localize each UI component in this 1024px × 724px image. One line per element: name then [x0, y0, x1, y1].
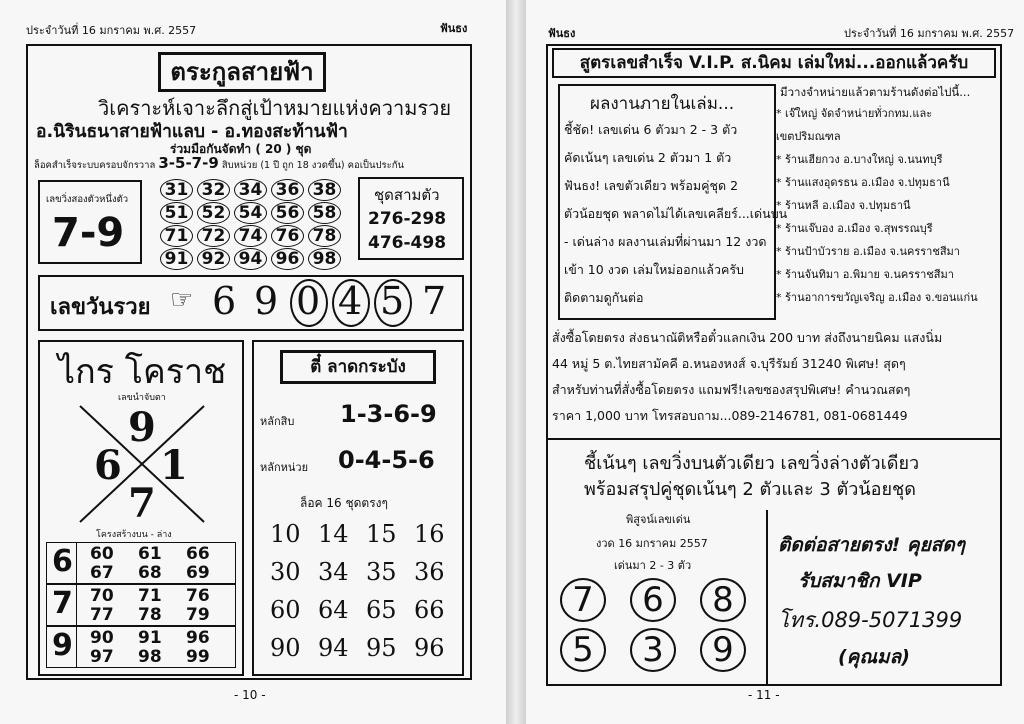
cross-bottom: 7	[128, 480, 156, 527]
vip-banner: สูตรเลขสำเร็จ V.I.P. ส.นิคม เล่มใหม่...ออกแล้วครับ	[552, 48, 996, 78]
grid-number: 61	[138, 544, 162, 564]
grid-number: 71	[138, 586, 162, 606]
pair-number: 76	[271, 225, 304, 247]
order-line: ราคา 1,000 บาท โทรสอบถาม...089-2146781, 081-0681449	[552, 408, 908, 423]
grid-lead-divider	[76, 584, 77, 626]
shop-line: * ร้านแสงอุดรธน อ.เมือง จ.ปทุมธานี	[776, 176, 950, 189]
right-header-brand: ฟันธง	[548, 27, 576, 40]
lock-suffix: สิบหน่วย (1 ปี ถูก 18 งวดขึ้น) คอเป็นประกัน	[221, 160, 404, 171]
left-header-date: ประจำวันที่ 16 มกราคม พ.ศ. 2557	[26, 24, 197, 37]
proof-digits	[560, 578, 770, 688]
grid-lead-digit: 7	[52, 586, 73, 621]
rich-label: เลขวันรวย	[50, 295, 151, 320]
grid-number: 96	[186, 628, 210, 648]
grid-number: 66	[186, 544, 210, 564]
grid-number: 90	[90, 628, 114, 648]
shop-line: * ร้านเฮียกวง อ.บางใหญ่ จ.นนทบุรี	[776, 153, 943, 166]
drum-title: ตี๋ ลาดกระบัง	[280, 350, 436, 384]
results-line: ติดตามดูกันต่อ	[564, 290, 644, 305]
rich-digit: 5	[380, 279, 405, 323]
proof-digit: 5	[560, 628, 606, 672]
lock16-number: 30	[270, 558, 301, 586]
grid-number: 68	[138, 563, 162, 583]
pair-number: 58	[308, 202, 341, 224]
grid-number: 67	[90, 563, 114, 583]
korat-box	[38, 340, 244, 676]
rich-digit: 7	[422, 279, 447, 323]
order-line: สั่งซื้อโดยตรง ส่งธนาณัติหรือตั๋วแลกเงิน 200 บาท ส่งถึงนายนิคม แสงนิ่ม	[552, 330, 943, 345]
left-subtitle: วิเคราะห์เจาะลึกสู่เป้าหมายแห่งความรวย	[98, 96, 452, 120]
contact-divider	[766, 510, 768, 686]
left-header-brand: ฟันธง	[440, 22, 468, 35]
contact-line-3: โทร.089-5071399	[778, 608, 963, 632]
lock16-number: 96	[414, 634, 445, 662]
pair-number: 38	[308, 179, 341, 201]
lock16-number: 34	[318, 558, 349, 586]
left-lock-line	[34, 154, 404, 173]
shop-line: * ร้านเจ๊บอง อ.เมือง จ.สุพรรณบุรี	[776, 222, 933, 235]
contact-line-2: รับสมาชิก VIP	[798, 570, 922, 592]
results-line: - เด่นล่าง ผลงานเล่มที่ผ่านมา 12 งวด	[564, 234, 767, 249]
pair-number: 52	[197, 202, 230, 224]
cross-left: 6	[94, 442, 122, 489]
pair-number: 92	[197, 248, 230, 270]
pointing-hand-icon: ☞	[170, 285, 194, 315]
pair-number: 74	[234, 225, 267, 247]
grid-lead-divider	[76, 542, 77, 584]
pair-number: 51	[160, 202, 193, 224]
lock16-number: 94	[318, 634, 349, 662]
grid-number: 60	[90, 544, 114, 564]
korat-sub: เลขนำจับตา	[118, 393, 166, 403]
lock16-number: 35	[366, 558, 397, 586]
promo-line-2: พร้อมสรุปคู่ชุดเน้นๆ 2 ตัวและ 3 ตัวน้อยชุด	[584, 479, 916, 500]
triple-label: ชุดสามตัว	[374, 186, 440, 204]
pair-number: 56	[271, 202, 304, 224]
lock-prefix: ล็อคสำเร็จระบบครอบจักรวาล	[34, 160, 156, 171]
pair-number: 54	[234, 202, 267, 224]
shop-line: * เจ๊ใหญ่ จัดจำหน่ายทั่วกทม.และ	[776, 107, 933, 120]
pair-number: 78	[308, 225, 341, 247]
rich-digit: 9	[254, 279, 279, 323]
lock16-number: 36	[414, 558, 445, 586]
grid-number: 70	[90, 586, 114, 606]
gutter	[506, 0, 526, 724]
grid-lead-digit: 9	[52, 628, 73, 663]
shop-line: เขตปริมณฑล	[776, 130, 841, 143]
left-page	[0, 0, 506, 724]
rich-digit: 0	[296, 279, 321, 323]
pair-number: 71	[160, 225, 193, 247]
triple-box	[358, 177, 464, 260]
right-page-number: - 11 -	[748, 688, 780, 702]
proof-digit: 9	[700, 628, 746, 672]
grid-lead-digit: 6	[52, 544, 73, 579]
proof-date: งวด 16 มกราคม 2557	[596, 537, 708, 550]
results-title: ผลงานภายในเล่ม...	[590, 94, 735, 114]
lock-digits: 3-5-7-9	[158, 154, 219, 172]
proof-note: เด่นมา 2 - 3 ตัว	[614, 559, 692, 572]
pair-number: 31	[160, 179, 193, 201]
shop-line: * ร้านจันทิมา อ.พิมาย จ.นครราชสีมา	[776, 268, 954, 281]
units-label: หลักหน่วย	[260, 461, 309, 474]
pair-number: 91	[160, 248, 193, 270]
results-box	[558, 84, 788, 320]
lock16-number: 15	[366, 520, 397, 548]
left-page-number: - 10 -	[234, 688, 266, 702]
lock16-number: 90	[270, 634, 301, 662]
pair-number: 72	[197, 225, 230, 247]
shops-intro: มีวางจำหน่ายแล้วตามร้านดังต่อไปนี้...	[780, 85, 971, 99]
tens-value: 1-3-6-9	[340, 400, 437, 428]
grid-number: 98	[138, 647, 162, 667]
results-line: คัดเน้นๆ เลขเด่น 2 ตัวมา 1 ตัว	[564, 150, 732, 165]
right-header-date: ประจำวันที่ 16 มกราคม พ.ศ. 2557	[844, 27, 1015, 40]
grid-number: 76	[186, 586, 210, 606]
order-line: สำหรับท่านที่สั่งซื้อโดยตรง แถมฟรี!เลขซองสรุปพิเศษ! คำนวณสดๆ	[552, 382, 911, 397]
proof-digit: 3	[630, 628, 676, 672]
korat-grid	[46, 542, 236, 670]
pair-number: 96	[271, 248, 304, 270]
shop-line: * ร้านป้าบัวราย อ.เมือง จ.นครราชสีมา	[776, 245, 960, 258]
units-value: 0-4-5-6	[338, 446, 435, 474]
results-line: เข้า 10 งวด เล่มใหม่ออกแล้วครับ	[564, 262, 744, 277]
pair-number: 94	[234, 248, 267, 270]
shop-line: * ร้านอาการขวัญเจริญ อ.เมือง จ.ขอนแก่น	[776, 291, 978, 304]
contact-line-1: ติดต่อสายตรง! คุยสดๆ	[778, 534, 965, 556]
results-line: ชี้ชัด! เลขเด่น 6 ตัวมา 2 - 3 ตัว	[564, 122, 738, 137]
lock16-number: 95	[366, 634, 397, 662]
cross-top: 9	[128, 404, 156, 451]
pairs-grid	[160, 179, 350, 271]
korat-title: ไกร โคราช	[58, 352, 227, 392]
lock16-number: 60	[270, 596, 301, 624]
proof-title: พิสูจน์เลขเด่น	[626, 513, 691, 526]
grid-number: 91	[138, 628, 162, 648]
triple-value-2: 476-498	[368, 233, 447, 253]
left-title: ตระกูลสายฟ้า	[158, 52, 326, 92]
promo-line-1: ชี้เน้นๆ เลขวิ่งบนตัวเดียว เลขวิ่งล่างตัวเดียว	[584, 453, 920, 474]
order-line: 44 หมู่ 5 ต.ไทยสามัคคี อ.หนองหงส์ จ.บุรีรัมย์ 31240 พิเศษ! สุดๆ	[552, 356, 906, 371]
korat-formula: โครงสร้างบน - ล่าง	[96, 530, 172, 540]
rich-box	[38, 275, 464, 331]
triple-value-1: 276-298	[368, 209, 447, 229]
lock16-grid	[260, 520, 456, 672]
rich-digit: 4	[338, 279, 363, 323]
single-value: 7-9	[52, 210, 125, 256]
single-box	[38, 180, 142, 264]
single-label: เลขวิ่งสองตัวหนึ่งตัว	[46, 194, 129, 205]
right-page	[526, 0, 1024, 724]
proof-digit: 7	[560, 578, 606, 622]
grid-number: 78	[138, 605, 162, 625]
shop-line: * ร้านหลี อ.เมือง จ.ปทุมธานี	[776, 199, 911, 212]
lock16-number: 14	[318, 520, 349, 548]
contact-line-4: (คุณมล)	[838, 646, 910, 668]
lock16-number: 65	[366, 596, 397, 624]
left-authors: อ.นิรินธนาสายฟ้าแลบ - อ.ทองสะท้านฟ้า	[36, 122, 348, 142]
drum-box	[252, 340, 464, 676]
grid-number: 97	[90, 647, 114, 667]
grid-number: 79	[186, 605, 210, 625]
pair-number: 36	[271, 179, 304, 201]
grid-lead-divider	[76, 626, 77, 668]
rich-digits	[208, 277, 458, 331]
grid-number: 77	[90, 605, 114, 625]
rich-digit: 6	[212, 279, 237, 323]
cross-right: 1	[160, 442, 188, 489]
order-divider	[548, 438, 1000, 440]
lock16-label: ล็อค 16 ชุดตรงๆ	[300, 496, 388, 510]
lock16-number: 10	[270, 520, 301, 548]
lock16-number: 66	[414, 596, 445, 624]
pair-number: 98	[308, 248, 341, 270]
proof-digit: 8	[700, 578, 746, 622]
results-line: ตัวน้อยชุด พลาดไม่ได้เลขเคลียร์...เด่นบน	[564, 206, 788, 221]
lock16-number: 16	[414, 520, 445, 548]
lock16-number: 64	[318, 596, 349, 624]
results-line: ฟันธง! เลขตัวเดียว พร้อมคู่ชุด 2	[564, 178, 739, 193]
pair-number: 34	[234, 179, 267, 201]
proof-digit: 6	[630, 578, 676, 622]
grid-number: 69	[186, 563, 210, 583]
tens-label: หลักสิบ	[260, 415, 295, 428]
grid-number: 99	[186, 647, 210, 667]
pair-number: 32	[197, 179, 230, 201]
left-joint: ร่วมมือกันจัดทำ ( 20 ) ชุด	[170, 142, 312, 156]
